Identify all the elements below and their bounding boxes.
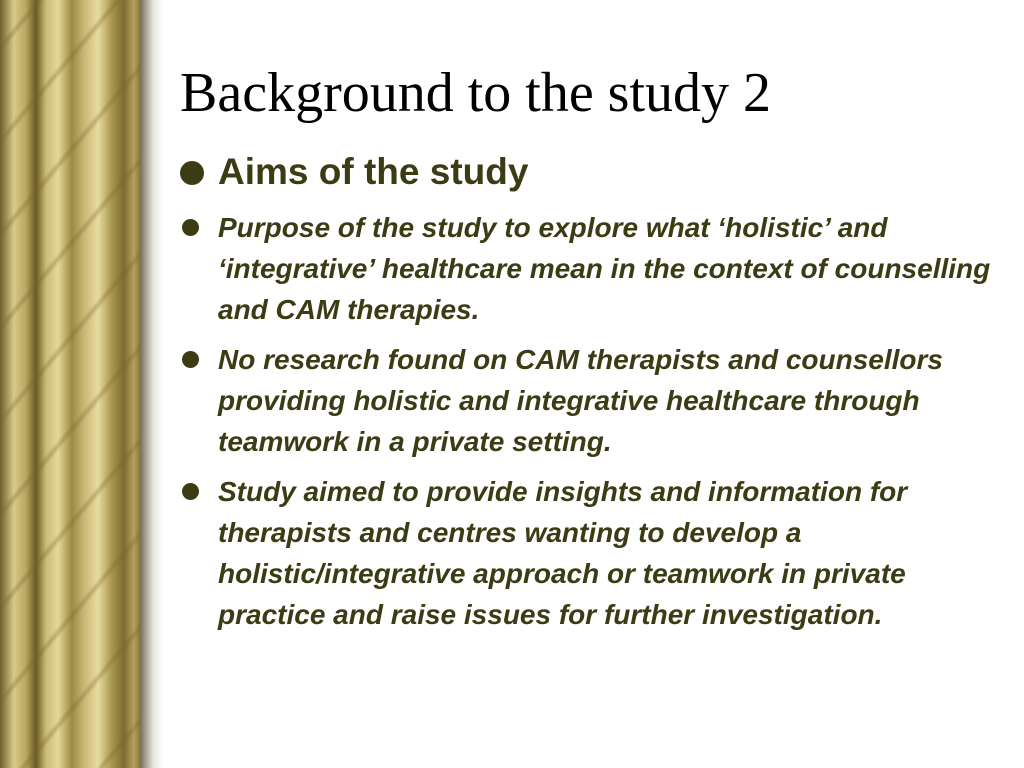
bullet-item: [180, 471, 1010, 635]
heading-row: [180, 148, 528, 196]
bullet-dot-icon: [182, 219, 199, 236]
bullet-item: [180, 339, 1010, 462]
bullet-text: Purpose of the study to explore what ‘holistic’ and ‘integrative’ healthcare mean in the context of counselling and CAM therapies.: [218, 212, 991, 325]
column-shadow: [140, 0, 164, 768]
bullet-dot-icon: [182, 351, 199, 368]
slide-title: Background to the study 2: [180, 62, 772, 124]
decorative-gold-column: [0, 0, 140, 768]
bullet-item: [180, 207, 1010, 330]
bullet-text: No research found on CAM therapists and counsellors providing holistic and integrative healthcare through teamwork in a private setting.: [218, 344, 944, 457]
bullet-dot-icon: [180, 161, 204, 185]
section-heading: Aims of the study: [218, 151, 529, 192]
bullet-dot-icon: [182, 483, 199, 500]
bullet-list: [180, 207, 1010, 644]
bullet-text: Study aimed to provide insights and information for therapists and centres wanting to develop a holistic/integrative approach or teamwork in private practice and raise issues for further investigation.: [218, 476, 908, 630]
